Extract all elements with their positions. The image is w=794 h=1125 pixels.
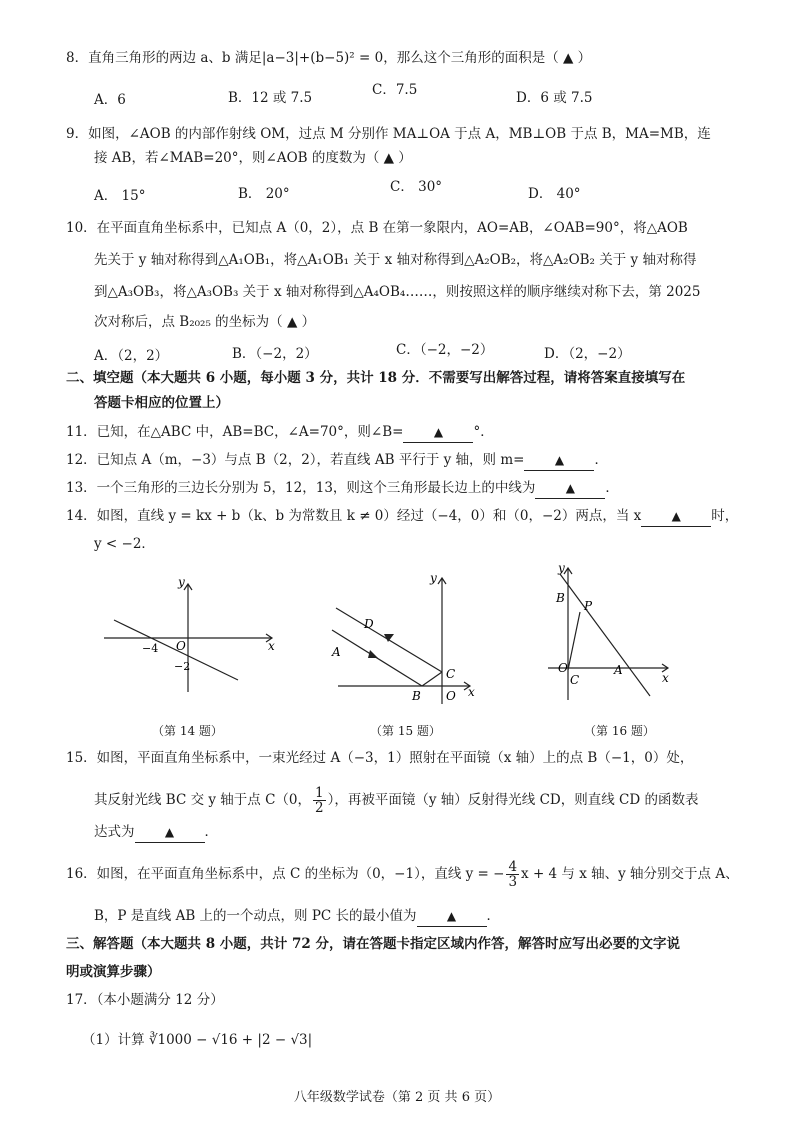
point-c-label: C xyxy=(570,673,580,687)
point-d-label: D xyxy=(364,617,374,631)
q8-option-a: A．6 xyxy=(94,92,126,108)
y-label: y xyxy=(430,571,437,585)
point-b-label: B xyxy=(556,591,565,605)
q15-fraction-numerator: 1 xyxy=(315,785,324,801)
origin-label: O xyxy=(558,661,568,675)
question-13 xyxy=(66,478,619,499)
figure-15-caption: （第 15 题） xyxy=(370,724,441,738)
q16-line-2 xyxy=(94,906,500,927)
point-a-label: A xyxy=(332,645,341,659)
answer-mark: ▲ xyxy=(554,453,565,467)
x-label: x xyxy=(662,671,669,685)
q16-tail: ． xyxy=(486,908,501,924)
q15-tail: ． xyxy=(204,824,218,840)
q8-stem-a: 8．直角三角形的两边 a、b 满足 xyxy=(66,50,262,66)
q9-option-a: A． 15° xyxy=(94,188,146,204)
q15-line-2-text: 其反射光线 BC 交 y 轴于点 C（0， xyxy=(94,792,312,808)
q11-text: 11．已知，在△ABC 中，AB=BC，∠A=70°，则∠B= xyxy=(66,424,404,440)
segment-pc xyxy=(568,612,580,670)
point-p-label: P xyxy=(584,599,593,613)
q12-answer-blank[interactable] xyxy=(524,450,594,471)
q9-option-b: B． 20° xyxy=(238,186,290,202)
answer-mark: ▲ xyxy=(671,509,681,523)
x-label: x xyxy=(268,639,275,653)
q13-text: 13．一个三角形的三边长分别为 5，12，13，则这个三角形最长边上的中线为 xyxy=(66,480,536,496)
q16-line-1 xyxy=(66,860,739,889)
q10-line-3: 到△A₃OB₃，将△A₃OB₃ 关于 x 轴对称得到△A₄OB₄……，则按照这样的顺序继续对称下去，第 2025 xyxy=(94,284,701,300)
q13-tail: ． xyxy=(605,480,619,496)
point-a-label: A xyxy=(614,663,623,677)
answer-mark: ▲ xyxy=(446,909,457,923)
q8-option-d: D．6 或 7.5 xyxy=(516,90,593,106)
q15-line-3 xyxy=(94,822,218,843)
figure-16-caption: （第 16 题） xyxy=(584,724,655,738)
q8-option-c: C．7.5 xyxy=(372,82,418,98)
section-2-heading-line-2: 答题卡相应的位置上） xyxy=(94,395,229,411)
q14-tail: 时， xyxy=(711,508,739,524)
answer-mark: ▲ xyxy=(164,825,175,839)
q13-answer-blank[interactable] xyxy=(535,478,605,499)
q16-line-1-text: 16．如图，在平面直角坐标系中，点 C 的坐标为（0，−1），直线 y = − xyxy=(66,866,505,882)
q11-tail: °． xyxy=(473,424,494,440)
figure-14-caption: （第 14 题） xyxy=(152,724,223,738)
q15-fraction-denominator: 2 xyxy=(315,800,324,816)
x-intercept-label: −4 xyxy=(142,642,159,655)
x-label: x xyxy=(468,685,475,699)
q15-fraction xyxy=(313,786,326,815)
question-14 xyxy=(66,506,738,527)
q9-option-c: C． 30° xyxy=(390,179,443,195)
y-label: y xyxy=(558,561,565,575)
q14-line-2: y < −2． xyxy=(94,536,155,552)
question-11 xyxy=(66,422,494,443)
q10-option-b: B．（−2，2） xyxy=(232,346,318,362)
question-12 xyxy=(66,450,608,471)
point-b-label: B xyxy=(412,689,421,703)
answer-mark: ▲ xyxy=(565,481,576,495)
question-8 xyxy=(66,48,591,68)
section-3-heading-line-1: 三、解答题（本大题共 8 小题，共计 72 分，请在答题卡指定区域内作答，解答时应写出必要的文字说 xyxy=(66,936,680,952)
q15-answer-blank[interactable] xyxy=(135,822,205,843)
q14-text: 14．如图，直线 y = kx + b（k、b 为常数且 k ≠ 0）经过（−4，0）和（0，−2）两点，当 x xyxy=(66,508,642,524)
point-c-label: C xyxy=(446,667,456,681)
section-3-heading-line-2: 明或演算步骤） xyxy=(66,964,161,980)
q10-line-4: 次对称后，点 B₂₀₂₅ 的坐标为（ ▲ ） xyxy=(94,314,316,330)
origin-label: O xyxy=(176,639,186,653)
reflected-ray-bc xyxy=(422,672,442,686)
q8-stem-b: ，那么这个三角形的面积是（ ▲ ） xyxy=(383,50,592,66)
figure-15 xyxy=(318,568,488,708)
answer-mark: ▲ xyxy=(433,425,444,439)
q8-formula: |a−3|+(b−5)² = 0 xyxy=(261,50,384,66)
q9-option-d: D． 40° xyxy=(528,186,581,202)
q15-line-3-text: 达式为 xyxy=(94,824,135,840)
q14-answer-blank[interactable] xyxy=(641,506,711,527)
q16-answer-blank[interactable] xyxy=(417,906,487,927)
q10-option-c: C．（−2，−2） xyxy=(396,342,494,358)
q9-line-1: 9．如图，∠AOB 的内部作射线 OM，过点 M 分别作 MA⊥OA 于点 A，MB⊥OB 于点 B，MA=MB，连 xyxy=(66,126,711,142)
q10-option-a: A．（2，2） xyxy=(94,348,169,364)
q17-title: 17．（本小题满分 12 分） xyxy=(66,992,224,1008)
q16-fraction-denominator: 3 xyxy=(508,874,518,890)
q16-fraction-numerator: 4 xyxy=(508,859,518,875)
arrow-ab xyxy=(368,650,378,658)
q15-line-2 xyxy=(94,786,698,815)
q11-answer-blank[interactable] xyxy=(403,422,473,443)
y-intercept-label: −2 xyxy=(174,660,191,673)
q10-option-d: D．（2，−2） xyxy=(544,346,631,362)
page-footer: 八年级数学试卷（第 2 页 共 6 页） xyxy=(293,1090,501,1105)
q10-line-2: 先关于 y 轴对称得到△A₁OB₁，将△A₁OB₁ 关于 x 轴对称得到△A₂OB₂，将△A₂OB₂ 关于 y 轴对称得 xyxy=(94,252,697,268)
q15-line-1: 15．如图，平面直角坐标系中，一束光经过 A（−3，1）照射在平面镜（x 轴）上的点 B（−1，0）处， xyxy=(66,750,694,766)
q12-text: 12．已知点 A（m，−3）与点 B（2，2），若直线 AB 平行于 y 轴，则 m= xyxy=(66,452,525,468)
y-label: y xyxy=(178,575,185,589)
section-2-heading-line-1: 二、填空题（本大题共 6 小题，每小题 3 分，共计 18 分．不需要写出解答过程，请将答案直接填写在 xyxy=(66,370,686,386)
q16-line-2-text: B，P 是直线 AB 上的一个动点，则 PC 长的最小值为 xyxy=(94,908,417,924)
figure-16 xyxy=(544,560,674,710)
q10-line-1: 10．在平面直角坐标系中，已知点 A（0，2），点 B 在第一象限内，AO=AB，∠OAB=90°，将△AOB xyxy=(66,220,688,236)
q9-line-2: 接 AB，若∠MAB=20°，则∠AOB 的度数为（ ▲ ） xyxy=(94,150,412,166)
q12-tail: ． xyxy=(594,452,608,468)
origin-label: O xyxy=(446,689,456,703)
q15-line-2-tail: ），再被平面镜（y 轴）反射得光线 CD，则直线 CD 的函数表 xyxy=(327,792,699,808)
q16-fraction xyxy=(506,860,519,889)
q8-option-b: B．12 或 7.5 xyxy=(228,90,313,106)
figure-14 xyxy=(100,572,280,702)
q17-part-1: （1）计算 ∛1000 − √16 + |2 − √3| xyxy=(82,1032,313,1048)
q16-line-1-tail: x + 4 与 x 轴、y 轴分别交于点 A、 xyxy=(521,866,739,882)
